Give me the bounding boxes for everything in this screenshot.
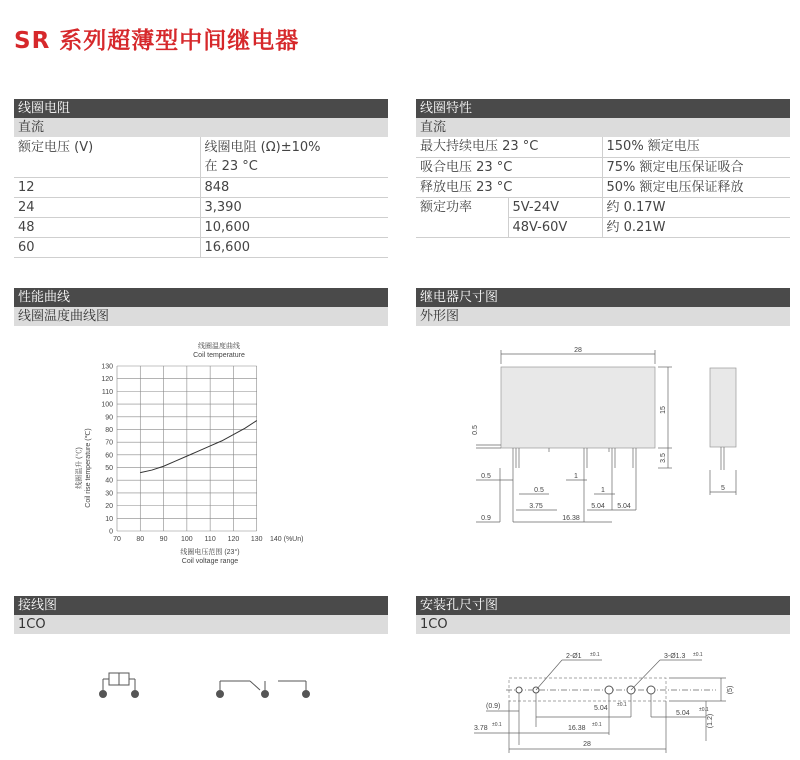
empty-cell bbox=[14, 157, 200, 177]
x-tick-label: 130 bbox=[250, 536, 263, 543]
cell-value: 150% 额定电压 bbox=[602, 137, 790, 157]
cell-voltage: 48 bbox=[14, 217, 200, 237]
coil-char-section bbox=[416, 99, 790, 238]
wiring-diagram bbox=[90, 660, 330, 714]
temperature-curve bbox=[140, 421, 256, 473]
cell-voltage: 12 bbox=[14, 177, 200, 197]
dim-5: 5 bbox=[721, 485, 725, 492]
cell-resistance: 848 bbox=[200, 177, 388, 197]
relay-body bbox=[501, 367, 655, 448]
tol-6: ±0.1 bbox=[492, 722, 502, 728]
coil-symbol bbox=[100, 673, 139, 698]
dim-16-38: 16.38 bbox=[568, 725, 586, 732]
cell-voltage: 24 bbox=[14, 197, 200, 217]
dim-15: 15 bbox=[660, 406, 667, 414]
cell-resistance: 16,600 bbox=[200, 237, 388, 257]
chart-svg bbox=[70, 338, 360, 570]
dim-28: 28 bbox=[574, 347, 582, 354]
relay-side-view bbox=[710, 368, 736, 447]
perf-section bbox=[14, 288, 388, 326]
chart-ylabel: 线圈温升 (℃) bbox=[76, 447, 83, 489]
coil-char-table bbox=[416, 137, 790, 238]
dim-3-75: 3.75 bbox=[529, 503, 543, 510]
cell-value: 75% 额定电压保证吸合 bbox=[602, 157, 790, 177]
cell-label: 释放电压 23 °C bbox=[416, 177, 602, 197]
tol-5: ±0.1 bbox=[592, 722, 602, 728]
x-tick-label: 90 bbox=[159, 536, 168, 543]
mounting-hole-drawing bbox=[466, 645, 766, 760]
section-header: 性能曲线 bbox=[14, 288, 388, 307]
y-tick-label: 100 bbox=[101, 401, 113, 409]
dim-0-5-left: 0.5 bbox=[472, 425, 479, 435]
dim-0-9: 0.9 bbox=[481, 515, 491, 522]
wiring-svg bbox=[90, 660, 330, 710]
cell-value: 约 0.17W bbox=[602, 197, 790, 217]
y-tick-label: 10 bbox=[105, 515, 113, 523]
dim-1-a: 1 bbox=[574, 473, 578, 480]
x-tick-label: 120 bbox=[227, 536, 240, 543]
dimension-svg bbox=[466, 340, 766, 540]
tol-4: ±0.1 bbox=[699, 707, 709, 713]
contact-symbol bbox=[217, 681, 310, 698]
chart-series bbox=[140, 421, 256, 473]
tol-3: ±0.1 bbox=[617, 702, 627, 708]
tol-2: ±0.1 bbox=[693, 652, 703, 658]
table-row bbox=[14, 197, 388, 217]
y-tick-label: 90 bbox=[105, 414, 113, 422]
section-subheader: 线圈温度曲线图 bbox=[14, 307, 388, 326]
section-subheader: 直流 bbox=[14, 118, 388, 137]
label-2-d1: 2-Ø1 bbox=[566, 653, 582, 660]
x-tick-label: 100 bbox=[181, 536, 193, 543]
dimension-drawing bbox=[466, 340, 766, 544]
chart-grid bbox=[117, 366, 257, 531]
x-tick-label: 70 bbox=[113, 536, 121, 543]
table-row bbox=[14, 237, 388, 257]
dim-5-04-a: 5.04 bbox=[591, 503, 605, 510]
pins bbox=[513, 448, 636, 468]
dims-section bbox=[416, 288, 790, 326]
y-tick-label: 130 bbox=[101, 363, 113, 371]
y-tick-label: 60 bbox=[105, 452, 113, 460]
section-header: 线圈电阻 bbox=[14, 99, 388, 118]
chart-xlabel: 线圈电压范围 (23°) bbox=[180, 549, 240, 556]
y-tick-label: 0 bbox=[109, 528, 113, 536]
dim-3-5: 3.5 bbox=[660, 453, 667, 463]
y-tick-label: 50 bbox=[105, 465, 113, 473]
table-row bbox=[14, 217, 388, 237]
cell-power-label: 额定功率 bbox=[416, 197, 508, 237]
y-tick-label: 70 bbox=[105, 439, 113, 447]
tol-1: ±0.1 bbox=[590, 652, 600, 658]
y-tick-label: 110 bbox=[101, 388, 113, 396]
y-tick-label: 30 bbox=[105, 490, 113, 498]
section-header: 安装孔尺寸图 bbox=[416, 596, 790, 615]
x-unit-label: 140 (%Un) bbox=[270, 536, 304, 543]
holes-section bbox=[416, 596, 790, 634]
table-row bbox=[416, 137, 790, 157]
cell-resistance: 10,600 bbox=[200, 217, 388, 237]
coil-resistance-section bbox=[14, 99, 388, 258]
dim-5-04-a: 5.04 bbox=[594, 705, 608, 712]
cell-value: 50% 额定电压保证释放 bbox=[602, 177, 790, 197]
dim-16-38: 16.38 bbox=[562, 515, 580, 522]
chart-ylabel2: Coil rise temperature (℃) bbox=[85, 428, 92, 508]
dim-28: 28 bbox=[583, 741, 591, 748]
chart-xlabel2: Coil voltage range bbox=[181, 558, 239, 565]
dim-0-5-mid: 0.5 bbox=[534, 487, 544, 494]
dim-0-9: (0.9) bbox=[486, 703, 501, 710]
holes-svg bbox=[466, 645, 766, 757]
dim-0-5-pin: 0.5 bbox=[481, 473, 491, 480]
y-tick-label: 20 bbox=[105, 503, 113, 511]
label-3-d13: 3-Ø1.3 bbox=[664, 653, 686, 660]
page-title: SR 系列超薄型中间继电器 bbox=[14, 28, 300, 54]
section-subheader: 直流 bbox=[416, 118, 790, 137]
cell-resistance: 3,390 bbox=[200, 197, 388, 217]
chart-ticks bbox=[101, 364, 303, 544]
table-row bbox=[416, 177, 790, 197]
section-header: 接线图 bbox=[14, 596, 388, 615]
section-subheader: 1CO bbox=[416, 615, 790, 634]
cell-range: 5V-24V bbox=[508, 197, 602, 217]
y-tick-label: 80 bbox=[105, 426, 113, 434]
cell-label: 最大持续电压 23 °C bbox=[416, 137, 602, 157]
table-row bbox=[416, 197, 790, 217]
dim-1-2: (1.2) bbox=[707, 713, 714, 729]
cell-voltage: 60 bbox=[14, 237, 200, 257]
dim-5: (5) bbox=[727, 685, 734, 695]
dim-5-04-b: 5.04 bbox=[617, 503, 631, 510]
chart-title: 线圈温度曲线 bbox=[198, 343, 240, 350]
col-header-voltage: 额定电压 (V) bbox=[18, 139, 94, 155]
col-header-temp: 在 23 °C bbox=[200, 157, 388, 177]
table-row bbox=[14, 177, 388, 197]
coil-temp-chart bbox=[70, 338, 360, 574]
wiring-section bbox=[14, 596, 388, 634]
cell-value: 约 0.21W bbox=[602, 217, 790, 237]
cell-label: 吸合电压 23 °C bbox=[416, 157, 602, 177]
x-tick-label: 80 bbox=[136, 536, 145, 543]
coil-resistance-table bbox=[14, 137, 388, 258]
y-tick-label: 40 bbox=[105, 477, 113, 485]
section-subheader: 外形图 bbox=[416, 307, 790, 326]
table-row bbox=[416, 157, 790, 177]
col-header-resistance: 线圈电阻 (Ω)±10% bbox=[200, 137, 388, 157]
chart-subtitle: Coil temperature bbox=[193, 352, 245, 359]
section-header: 线圈特性 bbox=[416, 99, 790, 118]
dim-3-78: 3.78 bbox=[474, 725, 488, 732]
dim-5-04-b: 5.04 bbox=[676, 710, 690, 717]
section-subheader: 1CO bbox=[14, 615, 388, 634]
y-tick-label: 120 bbox=[101, 376, 113, 384]
dim-1-b: 1 bbox=[601, 487, 605, 494]
section-header: 继电器尺寸图 bbox=[416, 288, 790, 307]
x-tick-label: 110 bbox=[204, 536, 216, 543]
cell-range: 48V-60V bbox=[508, 217, 602, 237]
